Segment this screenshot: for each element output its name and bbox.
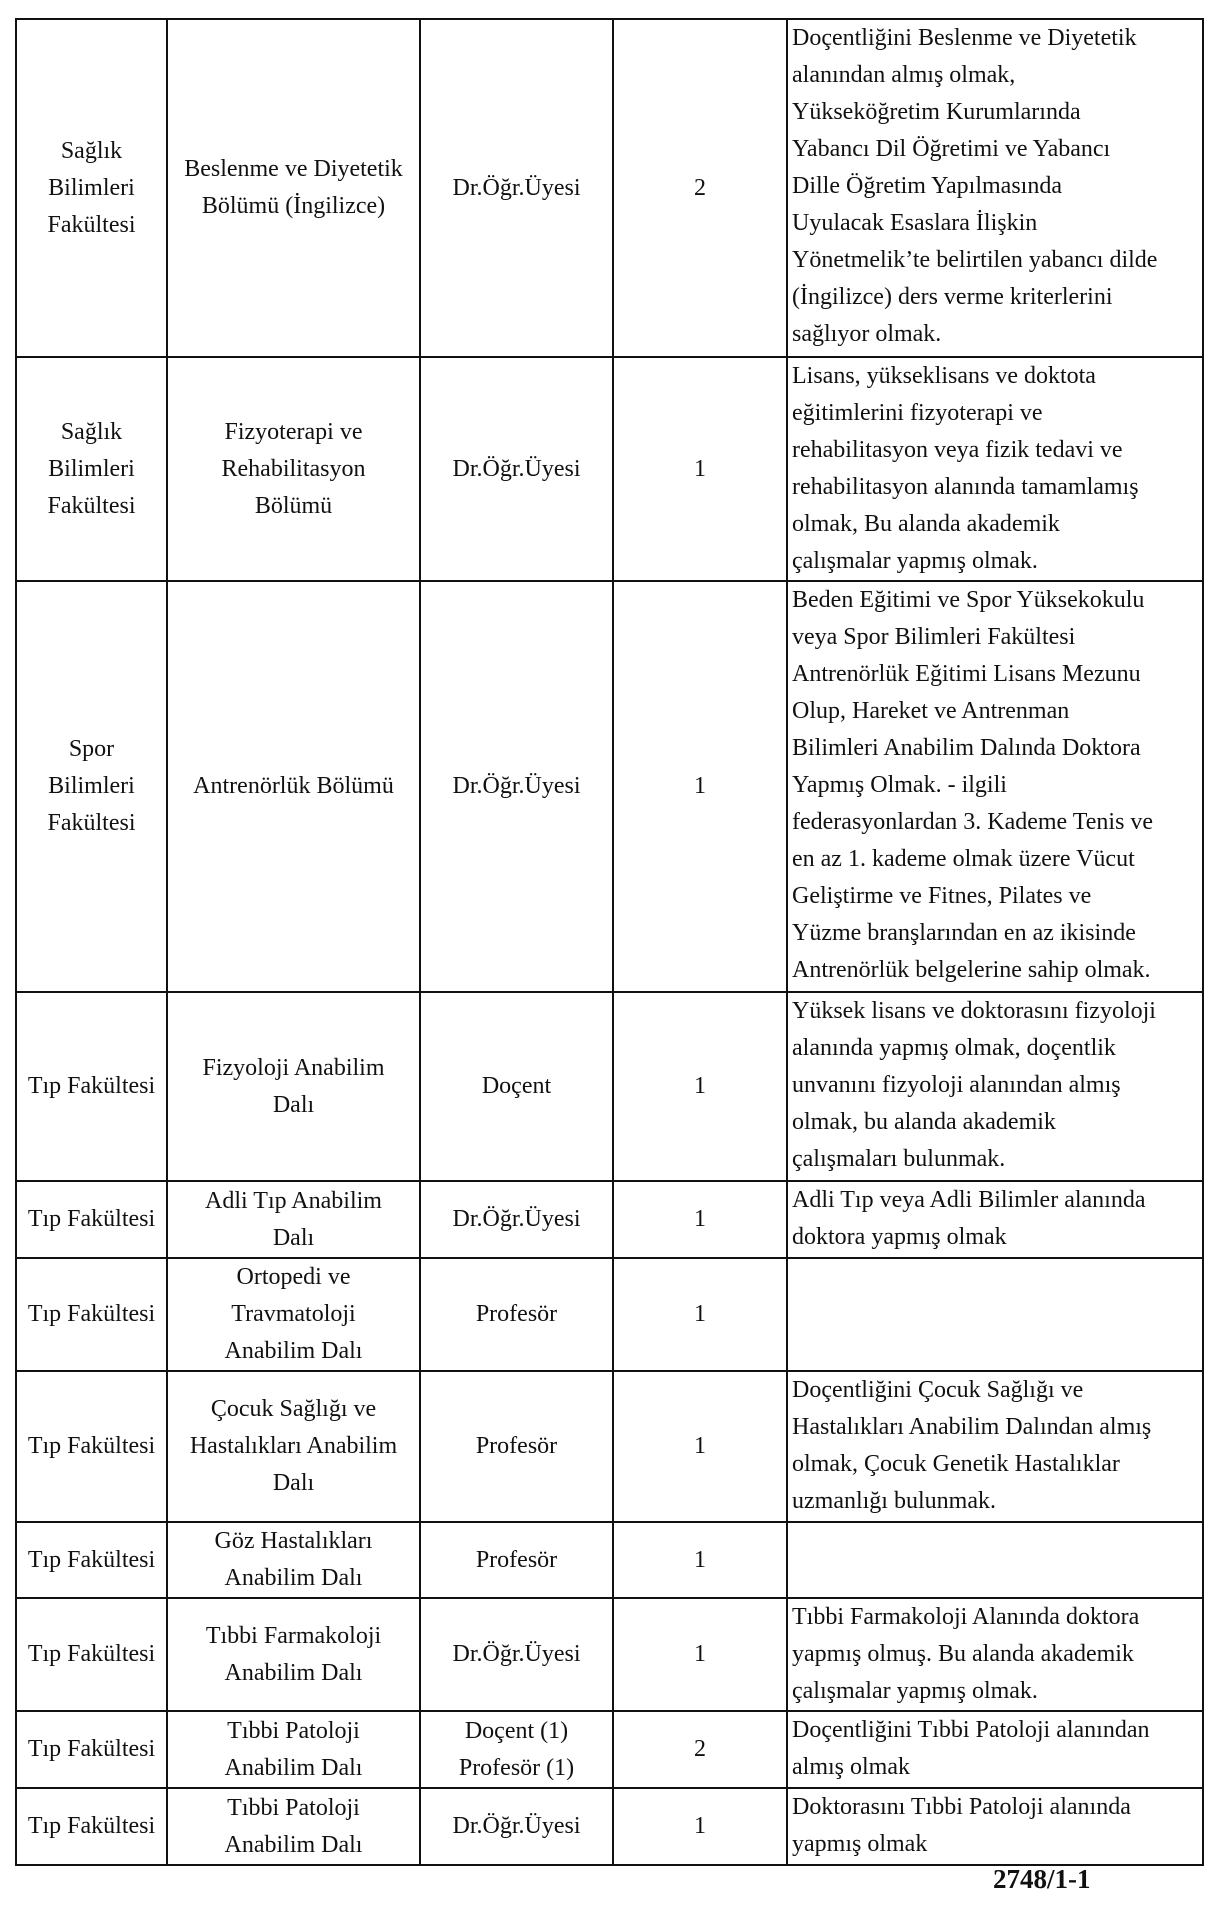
department-cell: Fizyoterapi ve Rehabilitasyon Bölümü xyxy=(167,357,420,581)
requirements-cell: Doktorasını Tıbbi Patoloji alanında yapmış olmak xyxy=(787,1788,1203,1865)
count-cell: 1 xyxy=(613,1522,787,1598)
requirements-cell: Adli Tıp veya Adli Bilimler alanında doktora yapmış olmak xyxy=(787,1181,1203,1258)
title-cell: Profesör xyxy=(420,1258,613,1371)
document-number: 2748/1-1 xyxy=(993,1864,1091,1894)
requirements-cell: Beden Eğitimi ve Spor Yüksekokulu veya Spor Bilimleri Fakültesi Antrenörlük Eğitimi Lisans Mezunu Olup, Hareket ve Antrenman Bilimleri Anabilim Dalında Doktora Yapmış Olmak. - ilgili federasyonlardan 3. Kademe Tenis ve en az 1. kademe olmak üzere Vücut Geliştirme ve Fitnes, Pilates ve Yüzme branşlarından en az ikisinde Antrenörlük belgelerine sahip olmak. xyxy=(787,581,1203,992)
faculty-cell: Tıp Fakültesi xyxy=(16,1711,167,1788)
title-cell: Dr.Öğr.Üyesi xyxy=(420,1181,613,1258)
table-row xyxy=(16,1258,1203,1371)
count-cell: 1 xyxy=(613,1598,787,1711)
count-cell: 1 xyxy=(613,581,787,992)
positions-table xyxy=(15,18,1204,1866)
requirements-cell xyxy=(787,1522,1203,1598)
department-cell: Ortopedi ve Travmatoloji Anabilim Dalı xyxy=(167,1258,420,1371)
title-cell: Profesör xyxy=(420,1371,613,1522)
table-row xyxy=(16,19,1203,357)
requirements-cell: Tıbbi Farmakoloji Alanında doktora yapmış olmuş. Bu alanda akademik çalışmalar yapmış olmak. xyxy=(787,1598,1203,1711)
table-row xyxy=(16,1371,1203,1522)
title-cell: Profesör xyxy=(420,1522,613,1598)
table-row xyxy=(16,1788,1203,1865)
table-row xyxy=(16,1711,1203,1788)
table-row xyxy=(16,1181,1203,1258)
count-cell: 1 xyxy=(613,357,787,581)
count-cell: 1 xyxy=(613,992,787,1181)
faculty-cell: Tıp Fakültesi xyxy=(16,1181,167,1258)
department-cell: Antrenörlük Bölümü xyxy=(167,581,420,992)
requirements-cell: Doçentliğini Çocuk Sağlığı ve Hastalıkları Anabilim Dalından almış olmak, Çocuk Genetik Hastalıklar uzmanlığı bulunmak. xyxy=(787,1371,1203,1522)
faculty-cell: Sağlık Bilimleri Fakültesi xyxy=(16,357,167,581)
title-cell: Doçent xyxy=(420,992,613,1181)
table-row xyxy=(16,581,1203,992)
faculty-cell: Tıp Fakültesi xyxy=(16,1522,167,1598)
department-cell: Göz Hastalıkları Anabilim Dalı xyxy=(167,1522,420,1598)
count-cell: 1 xyxy=(613,1371,787,1522)
table-row xyxy=(16,1598,1203,1711)
department-cell: Çocuk Sağlığı ve Hastalıkları Anabilim Dalı xyxy=(167,1371,420,1522)
requirements-cell xyxy=(787,1258,1203,1371)
faculty-cell: Tıp Fakültesi xyxy=(16,1598,167,1711)
title-cell: Dr.Öğr.Üyesi xyxy=(420,1788,613,1865)
faculty-cell: Tıp Fakültesi xyxy=(16,1258,167,1371)
faculty-cell: Tıp Fakültesi xyxy=(16,1788,167,1865)
count-cell: 2 xyxy=(613,1711,787,1788)
count-cell: 2 xyxy=(613,19,787,357)
faculty-cell: Sağlık Bilimleri Fakültesi xyxy=(16,19,167,357)
count-cell: 1 xyxy=(613,1258,787,1371)
count-cell: 1 xyxy=(613,1788,787,1865)
table-row xyxy=(16,1522,1203,1598)
requirements-cell: Yüksek lisans ve doktorasını fizyoloji alanında yapmış olmak, doçentlik unvanını fizyoloji alanından almış olmak, bu alanda akademik çalışmaları bulunmak. xyxy=(787,992,1203,1181)
table-row xyxy=(16,992,1203,1181)
title-cell: Dr.Öğr.Üyesi xyxy=(420,581,613,992)
department-cell: Tıbbi Patoloji Anabilim Dalı xyxy=(167,1711,420,1788)
title-cell: Dr.Öğr.Üyesi xyxy=(420,19,613,357)
department-cell: Beslenme ve Diyetetik Bölümü (İngilizce) xyxy=(167,19,420,357)
faculty-cell: Tıp Fakültesi xyxy=(16,1371,167,1522)
requirements-cell: Lisans, yükseklisans ve doktota eğitimlerini fizyoterapi ve rehabilitasyon veya fizik tedavi ve rehabilitasyon alanında tamamlamış olmak, Bu alanda akademik çalışmalar yapmış olmak. xyxy=(787,357,1203,581)
title-cell: Dr.Öğr.Üyesi xyxy=(420,357,613,581)
requirements-cell: Doçentliğini Beslenme ve Diyetetik alanından almış olmak, Yükseköğretim Kurumlarında Yabancı Dil Öğretimi ve Yabancı Dille Öğretim Yapılmasında Uyulacak Esaslara İlişkin Yönetmelik’te belirtilen yabancı dilde (İngilizce) ders verme kriterlerini sağlıyor olmak. xyxy=(787,19,1203,357)
department-cell: Fizyoloji Anabilim Dalı xyxy=(167,992,420,1181)
faculty-cell: Tıp Fakültesi xyxy=(16,992,167,1181)
requirements-cell: Doçentliğini Tıbbi Patoloji alanından almış olmak xyxy=(787,1711,1203,1788)
table-row xyxy=(16,357,1203,581)
faculty-cell: Spor Bilimleri Fakültesi xyxy=(16,581,167,992)
department-cell: Tıbbi Farmakoloji Anabilim Dalı xyxy=(167,1598,420,1711)
title-cell: Doçent (1) Profesör (1) xyxy=(420,1711,613,1788)
department-cell: Adli Tıp Anabilim Dalı xyxy=(167,1181,420,1258)
count-cell: 1 xyxy=(613,1181,787,1258)
title-cell: Dr.Öğr.Üyesi xyxy=(420,1598,613,1711)
department-cell: Tıbbi Patoloji Anabilim Dalı xyxy=(167,1788,420,1865)
